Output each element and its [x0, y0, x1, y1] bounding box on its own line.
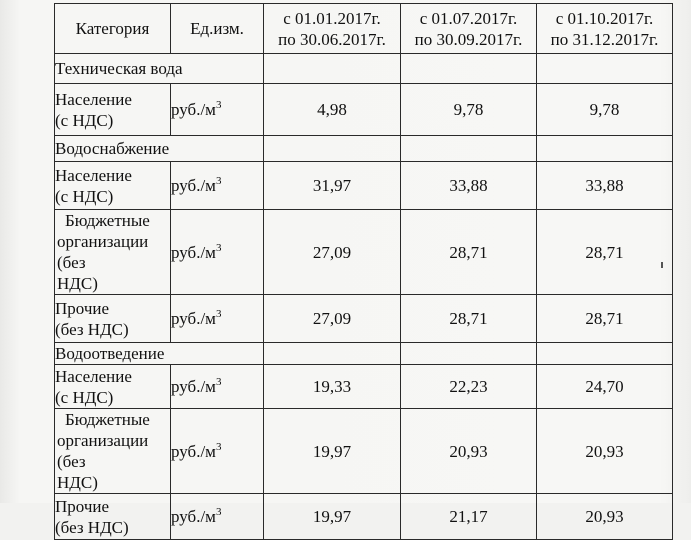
- category-line: Бюджетные: [65, 211, 150, 230]
- value-cell: 19,33: [264, 365, 401, 409]
- category-line: НДС): [57, 274, 98, 293]
- empty-cell: [264, 136, 401, 162]
- category-cell: [55, 210, 171, 295]
- unit-text: руб./м: [171, 242, 216, 262]
- section-title: Техническая вода: [55, 54, 264, 84]
- unit-text: руб./м: [171, 176, 216, 195]
- value-cell: 4,98: [264, 84, 401, 136]
- category-line: Население: [55, 165, 132, 185]
- unit-text: руб./м: [171, 507, 216, 526]
- header-period-1-from: с 01.01.2017г.: [283, 8, 381, 28]
- value-cell: 28,71: [401, 295, 537, 343]
- unit-exponent: 3: [215, 99, 222, 111]
- header-unit: Ед.изм.: [171, 4, 264, 54]
- unit-text: руб./м: [171, 309, 216, 328]
- unit-text: руб./м: [171, 100, 216, 119]
- table-row: [55, 295, 673, 343]
- value-cell: 20,93: [537, 494, 673, 540]
- unit-exponent: 3: [215, 308, 222, 320]
- table-row: [55, 409, 673, 494]
- header-period-2: [401, 4, 537, 54]
- category-line: Бюджетные: [65, 410, 150, 429]
- category-line: (с НДС): [55, 186, 114, 206]
- value-cell: 19,97: [264, 494, 401, 540]
- category-line: (без НДС): [55, 517, 129, 537]
- category-cell: [55, 84, 171, 136]
- header-period-1-to: по 30.06.2017г.: [278, 29, 386, 49]
- category-line: (без НДС): [55, 319, 129, 339]
- empty-cell: [537, 54, 673, 84]
- table-row: [55, 494, 673, 540]
- unit-exponent: 3: [215, 376, 222, 388]
- empty-cell: [264, 343, 401, 365]
- value-cell: 9,78: [401, 84, 537, 136]
- unit-cell: [171, 162, 264, 210]
- table-row: [55, 84, 673, 136]
- value-cell: 27,09: [264, 210, 401, 295]
- category-line: организации (без: [57, 431, 149, 471]
- category-cell: [55, 295, 171, 343]
- empty-cell: [401, 54, 537, 84]
- unit-cell: [171, 365, 264, 409]
- category-line: Прочие: [55, 298, 110, 318]
- empty-cell: [537, 136, 673, 162]
- value-cell: 19,97: [264, 409, 401, 494]
- header-category: Категория: [55, 4, 171, 54]
- unit-exponent: 3: [215, 506, 222, 518]
- value-cell: 20,93: [401, 409, 537, 494]
- header-period-3-from: с 01.10.2017г.: [555, 8, 654, 28]
- category-line: Население: [55, 366, 132, 386]
- header-period-2-from: с 01.07.2017г.: [419, 8, 518, 28]
- unit-cell: [171, 295, 264, 343]
- unit-exponent: 3: [215, 175, 222, 187]
- category-line: Население: [55, 89, 132, 109]
- category-cell: [55, 409, 171, 494]
- section-row: [55, 343, 673, 365]
- unit-exponent: 3: [215, 440, 222, 453]
- value-cell: 20,93: [537, 409, 673, 494]
- section-title: Водоснабжение: [55, 136, 264, 162]
- category-cell: [55, 162, 171, 210]
- unit-exponent: 3: [215, 241, 222, 254]
- empty-cell: [401, 343, 537, 365]
- value-cell: 33,88: [401, 162, 537, 210]
- section-title: Водоотведение: [55, 343, 264, 365]
- tariff-table: [54, 3, 673, 540]
- category-cell: [55, 494, 171, 540]
- category-line: НДС): [57, 473, 98, 492]
- table-row: [55, 210, 673, 295]
- unit-cell: [171, 409, 264, 494]
- value-cell: 24,70: [537, 365, 673, 409]
- category-line: (с НДС): [55, 387, 114, 407]
- section-row: [55, 54, 673, 84]
- header-period-1: [264, 4, 401, 54]
- value-cell: 27,09: [264, 295, 401, 343]
- header-period-3-to: по 31.12.2017г.: [550, 29, 659, 49]
- empty-cell: [264, 54, 401, 84]
- scan-artifact: [661, 262, 663, 268]
- value-cell: 28,71: [537, 210, 673, 295]
- value-cell: 31,97: [264, 162, 401, 210]
- category-cell: [55, 365, 171, 409]
- header-period-2-to: по 30.09.2017г.: [414, 29, 523, 49]
- section-row: [55, 136, 673, 162]
- category-line: (с НДС): [55, 110, 114, 130]
- header-period-3: [537, 4, 673, 54]
- value-cell: 33,88: [537, 162, 673, 210]
- value-cell: 9,78: [537, 84, 673, 136]
- unit-text: руб./м: [171, 441, 216, 461]
- category-line: организации (без: [57, 232, 149, 272]
- value-cell: 21,17: [401, 494, 537, 540]
- value-cell: 22,23: [401, 365, 537, 409]
- value-cell: 28,71: [537, 295, 673, 343]
- unit-cell: [171, 210, 264, 295]
- table-row: [55, 365, 673, 409]
- category-line: Прочие: [55, 496, 110, 516]
- table-row: [55, 162, 673, 210]
- unit-cell: [171, 84, 264, 136]
- header-row: [55, 4, 673, 54]
- empty-cell: [537, 343, 673, 365]
- unit-cell: [171, 494, 264, 540]
- unit-text: руб./м: [171, 377, 216, 396]
- value-cell: 28,71: [401, 210, 537, 295]
- empty-cell: [401, 136, 537, 162]
